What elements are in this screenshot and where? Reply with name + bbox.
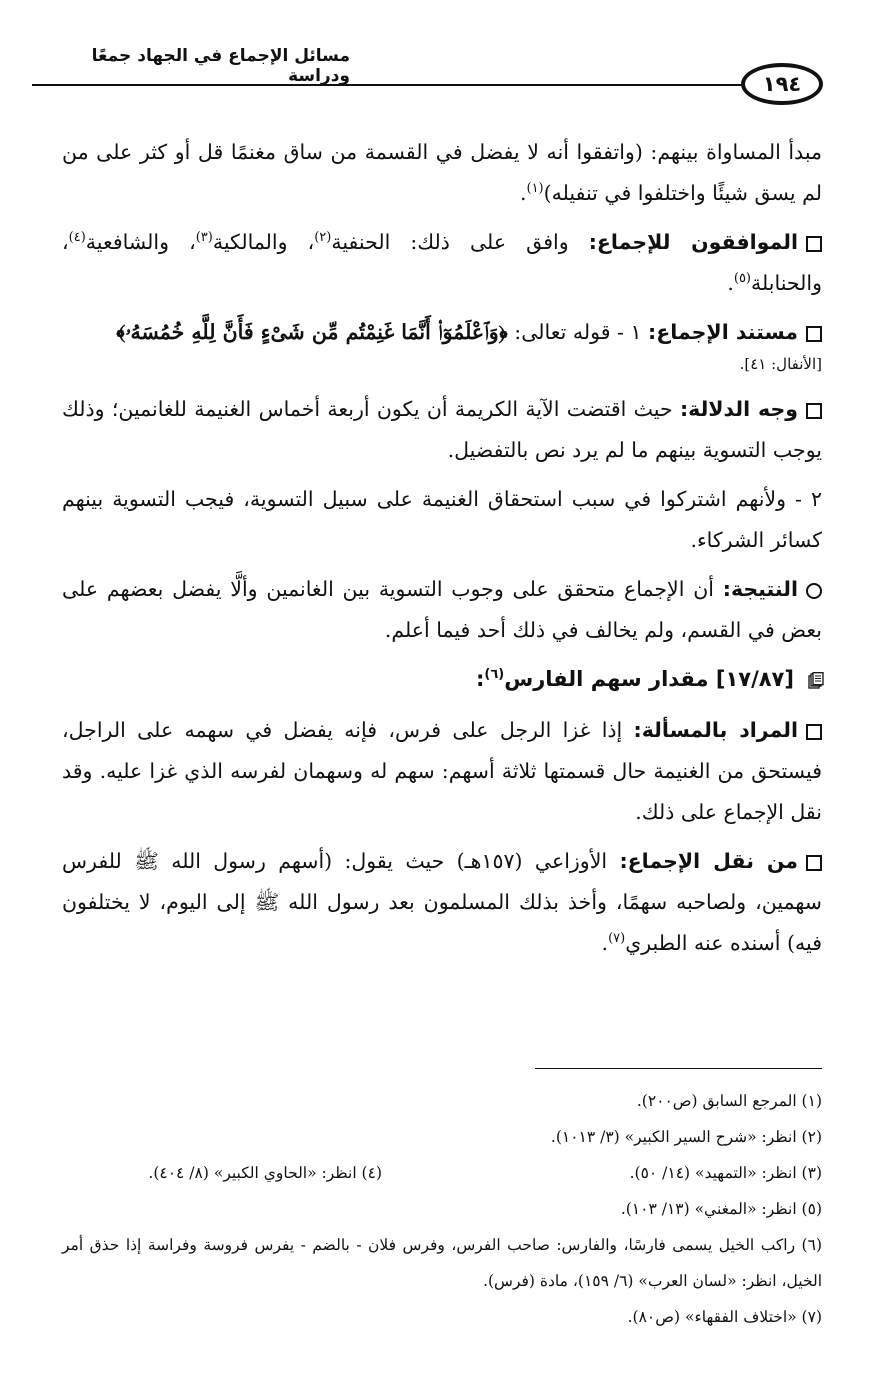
paragraph-second-evidence: ٢ - ولأنهم اشتركوا في سبب استحقاق الغنيمة على سبيل التسوية، فيجب التسوية بينهم كسائر الشركاء. (62, 487, 822, 552)
paragraph-indication: وجه الدلالة: حيث اقتضت الآية الكريمة أن يكون أربعة أخماس الغنيمة للغانمين؛ وذلك يوجب التسوية بينهم ما لم يرد نص بالتفضيل. (62, 397, 822, 462)
page-number: ١٩٤ (741, 63, 823, 105)
footnote-separator (535, 1068, 822, 1069)
paragraph-transmitters: من نقل الإجماع: الأوزاعي (١٥٧هـ) حيث يقول: (أسهم رسول الله ﷺ للفرس سهمين، ولصاحبه سهمًا، وأخذ بذلك المسلمون بعد رسول الله ﷺ إلى اليوم، لا يختلفون فيه) أسنده عنه الطبري$^{(٧)}$. (62, 849, 822, 955)
issue-heading: [١٧/٨٧] مقدار سهم الفارس$^{(٦)}$: (62, 659, 822, 700)
paragraph-agreeing-schools: الموافقون للإجماع: وافق على ذلك: الحنفية$^{(٢)}$، والمالكية$^{(٣)}$، والشافعية$^{(٤)}$، والحنابلة$^{(٥)}$. (62, 230, 822, 295)
section-lead: المراد بالمسألة: (633, 718, 798, 742)
footnote-ref-2[interactable]: (٢) (314, 230, 332, 246)
footnote-1: (١) المرجع السابق (ص٢٠٠). (636, 1092, 822, 1110)
square-bullet-icon (806, 403, 822, 419)
section-lead: من نقل الإجماع: (619, 849, 798, 873)
footnote-ref-6[interactable]: (٦) (484, 667, 505, 682)
square-bullet-icon (806, 326, 822, 342)
footnote-7: (٧) «اختلاف الفقهاء» (ص٨٠). (627, 1308, 822, 1326)
footnote-ref-4[interactable]: (٤) (68, 230, 86, 246)
footnote-ref-3[interactable]: (٣) (195, 230, 213, 246)
paragraph-issue-meaning: المراد بالمسألة: إذا غزا الرجل على فرس، فإنه يفضل في سهمه على الراجل، فيستحق من الغنيمة حال قسمتها ثلاثة أسهم: سهم له وسهمان لفرسه الذي غزا عليه. وقد نقل الإجماع على ذلك. (62, 718, 822, 824)
footnote-6: (٦) راكب الخيل يسمى فارسًا، والفارس: صاحب الفرس، وفرس فلان - بالضم - يفرس فروسة وفراسة إذا حذق أمر الخيل، انظر: «لسان العرب» (٦/ ١٥٩)، مادة (فرس). (62, 1236, 822, 1290)
section-lead: مستند الإجماع: (648, 320, 798, 344)
verse-reference: [الأنفال: ٤١]. (739, 355, 822, 373)
footnote-ref-5[interactable]: (٥) (733, 271, 751, 287)
section-lead: النتيجة: (722, 577, 798, 601)
section-lead: وجه الدلالة: (679, 397, 798, 421)
square-bullet-icon (806, 236, 822, 252)
quran-verse: ﴿وَٱعْلَمُوٓا۟ أَنَّمَا غَنِمْتُم مِّن شَىْءٍ فَأَنَّ لِلَّهِ خُمُسَهُۥ﴾ (116, 320, 508, 344)
circle-bullet-icon (806, 583, 822, 599)
footnote-row-3-4 (62, 1155, 822, 1191)
footnote-4: (٤) انظر: «الحاوي الكبير» (٨/ ٤٠٤). (148, 1164, 382, 1182)
square-bullet-icon (806, 724, 822, 740)
footnotes (62, 1083, 822, 1335)
footnote-3: (٣) انظر: «التمهيد» (١٤/ ٥٠). (629, 1164, 822, 1182)
header-rule (32, 84, 807, 86)
footnote-5: (٥) انظر: «المغني» (١٣/ ١٠٣). (620, 1200, 822, 1218)
pages-stack-icon (808, 672, 822, 688)
paragraph-consensus-quote: مبدأ المساواة بينهم: (واتفقوا أنه لا يفضل في القسمة من ساق مغنمًا قل أو كثر على من لم يسق شيئًا واختلفوا في تنفيله)$^{(١)}$. (62, 140, 822, 205)
footnote-ref-1[interactable]: (١) (526, 181, 544, 197)
main-text (62, 132, 822, 972)
square-bullet-icon (806, 855, 822, 871)
running-header-title: مسائل الإجماع في الجهاد جمعًا ودراسة (91, 46, 350, 86)
paragraph-evidence: مستند الإجماع: ١ - قوله تعالى: ﴿وَٱعْلَمُوٓا۟ أَنَّمَا غَنِمْتُم مِّن شَىْءٍ فَأَنَّ لِلَّهِ خُمُسَهُۥ﴾ (62, 312, 822, 353)
footnote-ref-7[interactable]: (٧) (608, 931, 626, 947)
footnote-2: (٢) انظر: «شرح السير الكبير» (٣/ ١٠١٣). (550, 1128, 822, 1146)
section-lead: الموافقون للإجماع: (588, 230, 798, 254)
paragraph-result: النتيجة: أن الإجماع متحقق على وجوب التسوية بين الغانمين وألَّا يفضل بعضهم على بعض في القسم، ولم يخالف في ذلك أحد فيما أعلم. (62, 577, 822, 642)
